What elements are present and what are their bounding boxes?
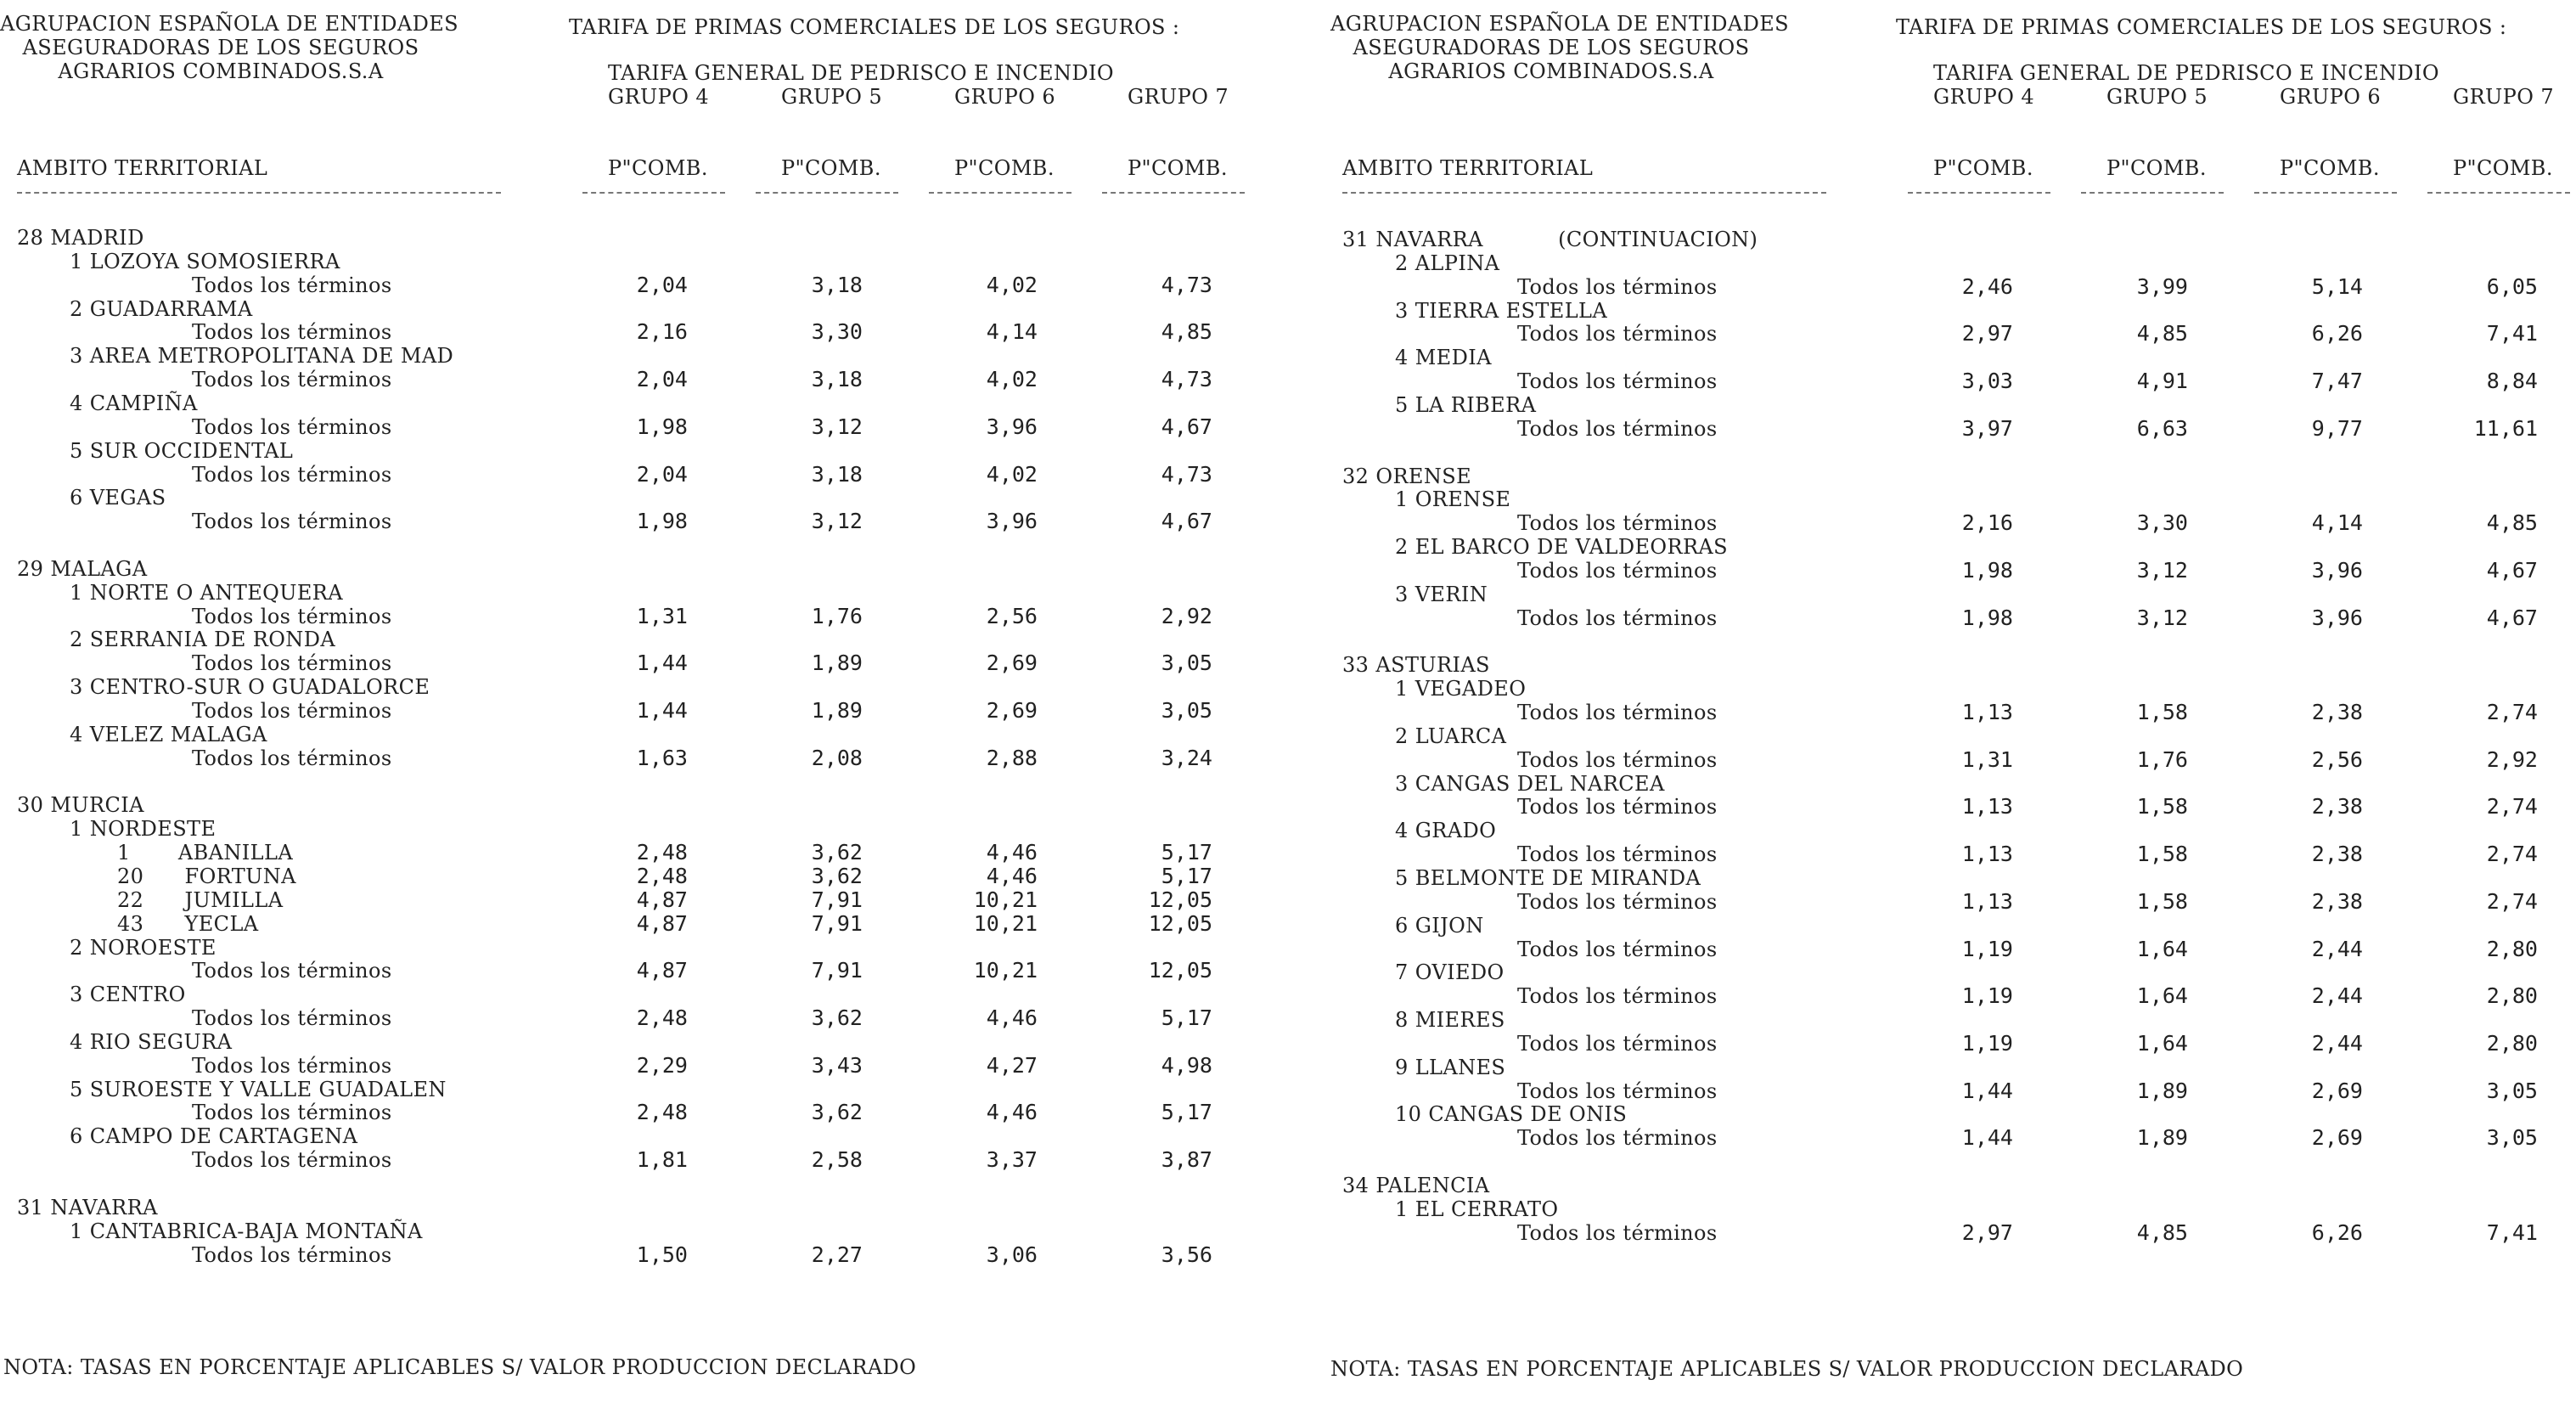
rate-value-grupo-4: 2,16 bbox=[1961, 510, 2013, 536]
rate-value-grupo-7: 2,74 bbox=[2486, 794, 2538, 819]
termino-label: Todos los términos bbox=[1517, 1031, 1718, 1056]
comarca-label: 4 VELEZ MALAGA bbox=[70, 722, 267, 746]
termino-label: Todos los términos bbox=[192, 746, 392, 770]
termino-label: Todos los términos bbox=[192, 462, 392, 487]
rate-value-grupo-5: 3,18 bbox=[811, 367, 863, 392]
comarca-label: 6 CAMPO DE CARTAGENA bbox=[70, 1124, 358, 1149]
termino-label: Todos los términos bbox=[1517, 842, 1718, 867]
rate-value-grupo-7: 3,24 bbox=[1161, 745, 1212, 770]
rate-value-grupo-4: 2,04 bbox=[636, 461, 688, 487]
rate-value-grupo-6: 2,69 bbox=[986, 698, 1038, 723]
rate-value-grupo-7: 12,05 bbox=[1148, 958, 1212, 983]
group-6-header: GRUPO 6 bbox=[954, 85, 1055, 109]
termino-label: Todos los términos bbox=[192, 414, 392, 439]
rate-value-grupo-7: 6,05 bbox=[2486, 273, 2538, 299]
pcomb-label-g6: P"COMB. bbox=[954, 156, 1055, 180]
termino-label: Todos los términos bbox=[192, 959, 392, 983]
rate-value-grupo-6: 9,77 bbox=[2311, 415, 2363, 441]
rate-value-grupo-4: 2,48 bbox=[636, 863, 688, 888]
comarca-label: 5 SUR OCCIDENTAL bbox=[70, 438, 294, 463]
rate-value-grupo-7: 2,74 bbox=[2486, 842, 2538, 867]
rate-value-grupo-5: 4,91 bbox=[2136, 369, 2188, 394]
ambito-label: AMBITO TERRITORIAL bbox=[1342, 156, 1594, 180]
rate-value-grupo-5: 1,64 bbox=[2136, 936, 2188, 961]
group-7-header: GRUPO 7 bbox=[2453, 85, 2554, 109]
termino-label: 1 ABANILLA bbox=[117, 841, 294, 865]
tariff-title: TARIFA DE PRIMAS COMERCIALES DE LOS SEGUROS : bbox=[569, 15, 1180, 39]
comarca-label: 2 EL BARCO DE VALDEORRAS bbox=[1395, 535, 1729, 560]
termino-label: Todos los términos bbox=[1517, 984, 1718, 1009]
rate-value-grupo-5: 1,58 bbox=[2136, 700, 2188, 724]
rate-value-grupo-5: 7,91 bbox=[811, 887, 863, 912]
group-7-header: GRUPO 7 bbox=[1128, 85, 1229, 109]
rate-value-grupo-6: 3,96 bbox=[986, 414, 1038, 439]
group-5-header: GRUPO 5 bbox=[781, 85, 882, 109]
rate-value-grupo-4: 1,19 bbox=[1961, 983, 2013, 1009]
termino-label: Todos los términos bbox=[192, 604, 392, 628]
rate-value-grupo-6: 3,96 bbox=[986, 509, 1038, 534]
comarca-label: 6 VEGAS bbox=[70, 486, 166, 510]
rate-value-grupo-4: 1,19 bbox=[1961, 936, 2013, 961]
termino-label: Todos los términos bbox=[1517, 558, 1718, 583]
rate-value-grupo-4: 4,87 bbox=[636, 887, 688, 912]
rate-value-grupo-6: 4,02 bbox=[986, 367, 1038, 392]
rate-value-grupo-4: 2,48 bbox=[636, 840, 688, 865]
rate-value-grupo-5: 3,99 bbox=[2136, 273, 2188, 299]
divider bbox=[582, 192, 725, 194]
rate-value-grupo-5: 1,89 bbox=[811, 698, 863, 723]
termino-label: Todos los términos bbox=[1517, 369, 1718, 394]
termino-label: Todos los términos bbox=[1517, 747, 1718, 772]
pcomb-label-g5: P"COMB. bbox=[2106, 156, 2207, 180]
region-heading: 30 MURCIA bbox=[17, 793, 144, 818]
rate-value-grupo-5: 3,18 bbox=[811, 272, 863, 297]
rate-value-grupo-7: 7,41 bbox=[2486, 321, 2538, 346]
org-line-3: AGRARIOS COMBINADOS.S.A bbox=[58, 59, 384, 83]
divider bbox=[17, 192, 501, 194]
divider bbox=[1342, 192, 1826, 194]
region-heading: 34 PALENCIA bbox=[1342, 1174, 1490, 1197]
rate-value-grupo-7: 4,67 bbox=[1161, 414, 1212, 439]
rate-value-grupo-5: 1,64 bbox=[2136, 1030, 2188, 1056]
termino-label: Todos los términos bbox=[1517, 1126, 1718, 1151]
rate-value-grupo-7: 4,98 bbox=[1161, 1052, 1212, 1078]
comarca-label: 5 SUROESTE Y VALLE GUADALEN bbox=[70, 1077, 447, 1101]
rate-value-grupo-5: 3,30 bbox=[811, 319, 863, 345]
region-heading: 29 MALAGA bbox=[17, 556, 148, 581]
rate-value-grupo-5: 3,43 bbox=[811, 1052, 863, 1078]
rate-value-grupo-6: 2,38 bbox=[2311, 888, 2363, 914]
termino-label: 43 YECLA bbox=[117, 911, 259, 936]
ambito-label: AMBITO TERRITORIAL bbox=[17, 156, 268, 180]
rate-value-grupo-5: 1,76 bbox=[2136, 746, 2188, 772]
region-heading: 32 ORENSE bbox=[1342, 464, 1471, 488]
rate-value-grupo-6: 2,44 bbox=[2311, 983, 2363, 1009]
comarca-label: 1 LOZOYA SOMOSIERRA bbox=[70, 249, 340, 273]
rate-value-grupo-6: 3,37 bbox=[986, 1147, 1038, 1173]
rate-value-grupo-7: 4,73 bbox=[1161, 272, 1212, 297]
divider bbox=[2254, 192, 2397, 194]
comarca-label: 8 MIERES bbox=[1395, 1008, 1505, 1033]
rate-value-grupo-5: 6,63 bbox=[2136, 415, 2188, 441]
rate-value-grupo-5: 7,91 bbox=[811, 910, 863, 936]
comarca-label: 3 CENTRO bbox=[70, 983, 186, 1007]
rate-value-grupo-5: 1,89 bbox=[2136, 1125, 2188, 1151]
rate-value-grupo-5: 1,58 bbox=[2136, 842, 2188, 867]
rate-value-grupo-6: 4,02 bbox=[986, 272, 1038, 297]
comarca-label: 1 CANTABRICA-BAJA MONTAÑA bbox=[70, 1219, 423, 1243]
divider bbox=[1102, 192, 1245, 194]
rate-value-grupo-7: 4,73 bbox=[1161, 367, 1212, 392]
rate-value-grupo-7: 2,92 bbox=[2486, 746, 2538, 772]
comarca-label: 1 EL CERRATO bbox=[1395, 1197, 1559, 1221]
rate-value-grupo-6: 2,88 bbox=[986, 745, 1038, 770]
termino-label: Todos los términos bbox=[192, 1006, 392, 1031]
termino-label: Todos los términos bbox=[1517, 416, 1718, 441]
comarca-label: 4 GRADO bbox=[1395, 819, 1497, 843]
tariff-subtitle: TARIFA GENERAL DE PEDRISCO E INCENDIO bbox=[608, 61, 1114, 85]
rate-value-grupo-6: 6,26 bbox=[2311, 321, 2363, 346]
rate-value-grupo-6: 3,06 bbox=[986, 1242, 1038, 1267]
rate-value-grupo-7: 2,80 bbox=[2486, 983, 2538, 1009]
rate-value-grupo-6: 2,38 bbox=[2311, 700, 2363, 724]
rate-value-grupo-5: 2,08 bbox=[811, 745, 863, 770]
divider bbox=[2081, 192, 2224, 194]
rate-value-grupo-7: 3,56 bbox=[1161, 1242, 1212, 1267]
rate-value-grupo-6: 2,44 bbox=[2311, 936, 2363, 961]
rate-value-grupo-4: 2,04 bbox=[636, 367, 688, 392]
comarca-label: 4 CAMPIÑA bbox=[70, 391, 198, 415]
rate-value-grupo-4: 1,44 bbox=[1961, 1125, 2013, 1151]
pcomb-label-g7: P"COMB. bbox=[2453, 156, 2553, 180]
rate-value-grupo-7: 2,92 bbox=[1161, 603, 1212, 628]
rate-value-grupo-5: 1,76 bbox=[811, 603, 863, 628]
group-5-header: GRUPO 5 bbox=[2106, 85, 2208, 109]
rate-value-grupo-4: 1,98 bbox=[636, 414, 688, 439]
rate-value-grupo-5: 2,58 bbox=[811, 1147, 863, 1173]
rate-value-grupo-5: 3,12 bbox=[811, 414, 863, 439]
rate-value-grupo-5: 4,85 bbox=[2136, 321, 2188, 346]
termino-label: Todos los términos bbox=[1517, 701, 1718, 724]
rate-value-grupo-6: 2,38 bbox=[2311, 842, 2363, 867]
termino-label: Todos los términos bbox=[1517, 1220, 1718, 1245]
comarca-label: 1 ORENSE bbox=[1395, 487, 1511, 512]
rate-value-grupo-7: 12,05 bbox=[1148, 910, 1212, 936]
rate-value-grupo-5: 1,89 bbox=[811, 650, 863, 676]
rate-value-grupo-7: 2,80 bbox=[2486, 936, 2538, 961]
rate-value-grupo-6: 10,21 bbox=[973, 910, 1038, 936]
rate-value-grupo-4: 4,87 bbox=[636, 910, 688, 936]
termino-label: Todos los términos bbox=[1517, 322, 1718, 346]
rate-value-grupo-4: 4,87 bbox=[636, 958, 688, 983]
region-heading: 33 ASTURIAS bbox=[1342, 653, 1490, 678]
rate-value-grupo-7: 12,05 bbox=[1148, 887, 1212, 912]
termino-label: Todos los términos bbox=[1517, 274, 1718, 299]
termino-label: Todos los términos bbox=[1517, 795, 1718, 819]
rate-value-grupo-4: 1,81 bbox=[636, 1147, 688, 1173]
rate-value-grupo-5: 2,27 bbox=[811, 1242, 863, 1267]
termino-label: Todos los términos bbox=[192, 368, 392, 392]
rate-value-grupo-7: 2,74 bbox=[2486, 700, 2538, 724]
rate-value-grupo-4: 2,16 bbox=[636, 319, 688, 345]
termino-label: 20 FORTUNA bbox=[117, 864, 296, 888]
group-4-header: GRUPO 4 bbox=[1933, 85, 2034, 109]
rate-value-grupo-4: 2,97 bbox=[1961, 1219, 2013, 1245]
rate-value-grupo-5: 3,62 bbox=[811, 840, 863, 865]
termino-label: Todos los términos bbox=[192, 510, 392, 534]
termino-label: Todos los términos bbox=[192, 273, 392, 297]
comarca-label: 3 AREA METROPOLITANA DE MAD bbox=[70, 344, 454, 369]
right-page bbox=[1330, 0, 2576, 1408]
tariff-title: TARIFA DE PRIMAS COMERCIALES DE LOS SEGUROS : bbox=[1896, 15, 2507, 39]
org-line-1: AGRUPACION ESPAÑOLA DE ENTIDADES bbox=[1330, 12, 1790, 36]
rate-value-grupo-4: 1,50 bbox=[636, 1242, 688, 1267]
divider bbox=[756, 192, 898, 194]
rate-value-grupo-5: 7,91 bbox=[811, 958, 863, 983]
termino-label: Todos los términos bbox=[192, 1148, 392, 1173]
rate-value-grupo-7: 4,67 bbox=[1161, 509, 1212, 534]
comarca-label: 1 NORTE O ANTEQUERA bbox=[70, 580, 343, 605]
comarca-label: 1 NORDESTE bbox=[70, 817, 217, 842]
rate-value-grupo-4: 2,48 bbox=[636, 1005, 688, 1031]
pcomb-label-g5: P"COMB. bbox=[781, 156, 881, 180]
comarca-label: 6 GIJON bbox=[1395, 913, 1484, 938]
rate-value-grupo-5: 3,12 bbox=[2136, 557, 2188, 583]
rate-value-grupo-4: 2,46 bbox=[1961, 273, 2013, 299]
comarca-label: 2 NOROESTE bbox=[70, 935, 217, 960]
rate-value-grupo-6: 2,69 bbox=[2311, 1125, 2363, 1151]
rate-value-grupo-6: 4,02 bbox=[986, 461, 1038, 487]
termino-label: 22 JUMILLA bbox=[117, 887, 284, 912]
pcomb-label-g6: P"COMB. bbox=[2280, 156, 2380, 180]
rate-value-grupo-7: 3,05 bbox=[1161, 650, 1212, 676]
rate-value-grupo-6: 10,21 bbox=[973, 887, 1038, 912]
comarca-label: 10 CANGAS DE ONIS bbox=[1395, 1102, 1628, 1127]
comarca-label: 4 RIO SEGURA bbox=[70, 1029, 233, 1054]
rate-value-grupo-7: 5,17 bbox=[1161, 1005, 1212, 1031]
rate-value-grupo-5: 3,30 bbox=[2136, 510, 2188, 536]
rate-value-grupo-6: 2,38 bbox=[2311, 794, 2363, 819]
rate-value-grupo-4: 2,04 bbox=[636, 272, 688, 297]
termino-label: Todos los términos bbox=[192, 1101, 392, 1125]
rate-value-grupo-7: 5,17 bbox=[1161, 1100, 1212, 1125]
comarca-label: 5 LA RIBERA bbox=[1395, 392, 1537, 417]
footnote: NOTA: TASAS EN PORCENTAJE APLICABLES S/ VALOR PRODUCCION DECLARADO bbox=[1330, 1357, 2244, 1381]
rate-value-grupo-6: 4,46 bbox=[986, 1005, 1038, 1031]
rate-value-grupo-6: 3,96 bbox=[2311, 605, 2363, 630]
rate-value-grupo-4: 1,19 bbox=[1961, 1030, 2013, 1056]
comarca-label: 3 VERIN bbox=[1395, 582, 1488, 606]
rate-value-grupo-7: 3,05 bbox=[2486, 1078, 2538, 1103]
rate-value-grupo-7: 2,80 bbox=[2486, 1030, 2538, 1056]
org-line-3: AGRARIOS COMBINADOS.S.A bbox=[1388, 59, 1714, 83]
rate-value-grupo-6: 2,69 bbox=[2311, 1078, 2363, 1103]
rate-value-grupo-4: 1,13 bbox=[1961, 794, 2013, 819]
rate-value-grupo-4: 3,03 bbox=[1961, 369, 2013, 394]
rate-value-grupo-4: 1,44 bbox=[636, 698, 688, 723]
rate-value-grupo-4: 1,44 bbox=[1961, 1078, 2013, 1103]
rate-value-grupo-7: 8,84 bbox=[2486, 369, 2538, 394]
rate-value-grupo-5: 3,12 bbox=[811, 509, 863, 534]
termino-label: Todos los términos bbox=[1517, 889, 1718, 914]
rate-value-grupo-7: 4,67 bbox=[2486, 557, 2538, 583]
rate-value-grupo-4: 2,97 bbox=[1961, 321, 2013, 346]
group-6-header: GRUPO 6 bbox=[2280, 85, 2381, 109]
termino-label: Todos los términos bbox=[1517, 1079, 1718, 1103]
footnote: NOTA: TASAS EN PORCENTAJE APLICABLES S/ VALOR PRODUCCION DECLARADO bbox=[3, 1355, 917, 1379]
rate-value-grupo-7: 7,41 bbox=[2486, 1219, 2538, 1245]
rate-value-grupo-4: 2,48 bbox=[636, 1100, 688, 1125]
rate-value-grupo-5: 1,58 bbox=[2136, 794, 2188, 819]
comarca-label: 2 GUADARRAMA bbox=[70, 296, 253, 321]
rate-value-grupo-6: 2,44 bbox=[2311, 1030, 2363, 1056]
rate-value-grupo-6: 4,27 bbox=[986, 1052, 1038, 1078]
rate-value-grupo-4: 1,98 bbox=[1961, 557, 2013, 583]
pcomb-label-g7: P"COMB. bbox=[1128, 156, 1228, 180]
rate-value-grupo-7: 3,87 bbox=[1161, 1147, 1212, 1173]
rate-value-grupo-4: 2,29 bbox=[636, 1052, 688, 1078]
rate-value-grupo-4: 1,13 bbox=[1961, 700, 2013, 724]
comarca-label: 3 CANGAS DEL NARCEA bbox=[1395, 771, 1665, 796]
rate-value-grupo-5: 3,62 bbox=[811, 1100, 863, 1125]
pcomb-label-g4: P"COMB. bbox=[1933, 156, 2033, 180]
rate-value-grupo-7: 5,17 bbox=[1161, 863, 1212, 888]
rate-value-grupo-6: 4,14 bbox=[986, 319, 1038, 345]
region-heading: 31 NAVARRA (CONTINUACION) bbox=[1342, 228, 1758, 251]
termino-label: Todos los términos bbox=[1517, 605, 1718, 630]
rate-value-grupo-6: 6,26 bbox=[2311, 1219, 2363, 1245]
rate-value-grupo-7: 3,05 bbox=[1161, 698, 1212, 723]
comarca-label: 7 OVIEDO bbox=[1395, 960, 1505, 985]
rate-value-grupo-6: 4,46 bbox=[986, 1100, 1038, 1125]
rate-value-grupo-5: 3,12 bbox=[2136, 605, 2188, 630]
rate-value-grupo-6: 3,96 bbox=[2311, 557, 2363, 583]
rate-value-grupo-7: 4,73 bbox=[1161, 461, 1212, 487]
pcomb-label-g4: P"COMB. bbox=[608, 156, 708, 180]
comarca-label: 2 LUARCA bbox=[1395, 724, 1507, 748]
rate-value-grupo-5: 1,58 bbox=[2136, 888, 2188, 914]
rate-value-grupo-7: 2,74 bbox=[2486, 888, 2538, 914]
divider bbox=[1908, 192, 2050, 194]
rate-value-grupo-6: 2,56 bbox=[2311, 746, 2363, 772]
rate-value-grupo-5: 1,89 bbox=[2136, 1078, 2188, 1103]
region-heading: 31 NAVARRA bbox=[17, 1195, 158, 1219]
rate-value-grupo-6: 2,69 bbox=[986, 650, 1038, 676]
rate-value-grupo-6: 7,47 bbox=[2311, 369, 2363, 394]
rate-value-grupo-4: 1,98 bbox=[636, 509, 688, 534]
termino-label: Todos los términos bbox=[192, 1242, 392, 1267]
termino-label: Todos los términos bbox=[1517, 511, 1718, 536]
org-line-1: AGRUPACION ESPAÑOLA DE ENTIDADES bbox=[0, 12, 459, 36]
rate-value-grupo-5: 3,62 bbox=[811, 1005, 863, 1031]
rate-value-grupo-6: 4,46 bbox=[986, 863, 1038, 888]
rate-value-grupo-5: 3,62 bbox=[811, 863, 863, 888]
rate-value-grupo-4: 1,98 bbox=[1961, 605, 2013, 630]
termino-label: Todos los términos bbox=[192, 1053, 392, 1078]
rate-value-grupo-4: 1,13 bbox=[1961, 888, 2013, 914]
termino-label: Todos los términos bbox=[192, 651, 392, 676]
rate-value-grupo-7: 4,85 bbox=[1161, 319, 1212, 345]
rate-value-grupo-6: 10,21 bbox=[973, 958, 1038, 983]
termino-label: Todos los términos bbox=[192, 320, 392, 345]
rate-value-grupo-4: 1,31 bbox=[1961, 746, 2013, 772]
rate-value-grupo-6: 5,14 bbox=[2311, 273, 2363, 299]
tariff-subtitle: TARIFA GENERAL DE PEDRISCO E INCENDIO bbox=[1933, 61, 2439, 85]
rate-value-grupo-7: 4,85 bbox=[2486, 510, 2538, 536]
rate-value-grupo-7: 5,17 bbox=[1161, 840, 1212, 865]
termino-label: Todos los términos bbox=[192, 699, 392, 723]
rate-value-grupo-5: 4,85 bbox=[2136, 1219, 2188, 1245]
rate-value-grupo-6: 2,56 bbox=[986, 603, 1038, 628]
org-line-2: ASEGURADORAS DE LOS SEGUROS bbox=[1353, 36, 1750, 59]
comarca-label: 5 BELMONTE DE MIRANDA bbox=[1395, 865, 1701, 890]
rate-value-grupo-5: 1,64 bbox=[2136, 983, 2188, 1009]
comarca-label: 3 TIERRA ESTELLA bbox=[1395, 298, 1608, 323]
region-heading: 28 MADRID bbox=[17, 226, 144, 250]
rate-value-grupo-4: 3,97 bbox=[1961, 415, 2013, 441]
rate-value-grupo-7: 4,67 bbox=[2486, 605, 2538, 630]
termino-label: Todos los términos bbox=[1517, 937, 1718, 961]
comarca-label: 9 LLANES bbox=[1395, 1055, 1506, 1079]
rate-value-grupo-5: 3,18 bbox=[811, 461, 863, 487]
rate-value-grupo-4: 1,44 bbox=[636, 650, 688, 676]
comarca-label: 1 VEGADEO bbox=[1395, 677, 1527, 701]
rate-value-grupo-4: 1,31 bbox=[636, 603, 688, 628]
rate-value-grupo-4: 1,13 bbox=[1961, 842, 2013, 867]
rate-value-grupo-4: 1,63 bbox=[636, 745, 688, 770]
divider bbox=[2427, 192, 2570, 194]
org-line-2: ASEGURADORAS DE LOS SEGUROS bbox=[22, 36, 419, 59]
group-4-header: GRUPO 4 bbox=[608, 85, 709, 109]
divider bbox=[929, 192, 1071, 194]
rate-value-grupo-6: 4,14 bbox=[2311, 510, 2363, 536]
rate-value-grupo-7: 3,05 bbox=[2486, 1125, 2538, 1151]
comarca-label: 2 SERRANIA DE RONDA bbox=[70, 628, 336, 652]
rate-value-grupo-7: 11,61 bbox=[2473, 415, 2538, 441]
comarca-label: 3 CENTRO-SUR O GUADALORCE bbox=[70, 675, 430, 700]
comarca-label: 2 ALPINA bbox=[1395, 251, 1500, 275]
rate-value-grupo-6: 4,46 bbox=[986, 840, 1038, 865]
comarca-label: 4 MEDIA bbox=[1395, 346, 1492, 370]
